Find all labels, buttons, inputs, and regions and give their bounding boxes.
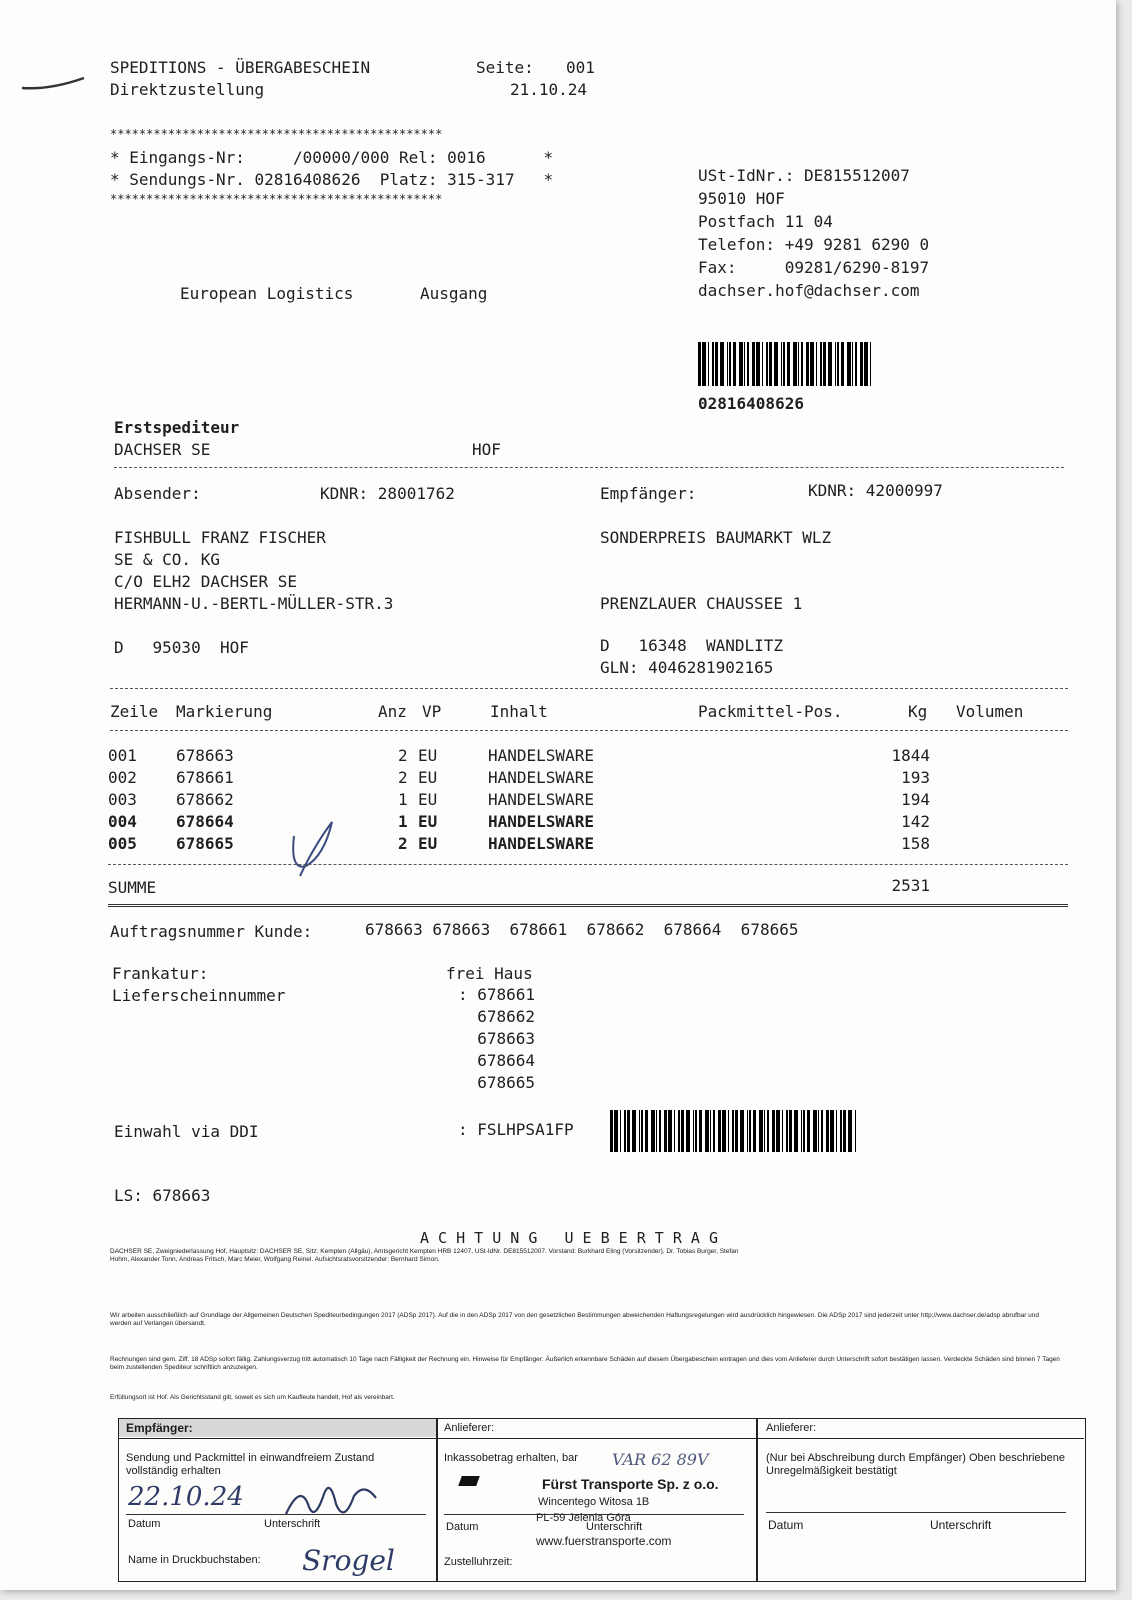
freight-value: frei Haus [446,964,533,983]
ls-number-5: 678665 [458,1073,536,1092]
recipient-name: SONDERPREIS BAUMARKT WLZ [600,528,832,547]
ls-number-4: 678664 [458,1051,536,1070]
col-header-volumen: Volumen [956,702,1024,721]
row-zeile: 004 [108,812,137,831]
shipment-number: * Sendungs-Nr. 02816408626 Platz: 315-317 * [110,170,554,189]
barcode-bar [610,1110,613,1152]
row-anz: 2 [398,768,408,787]
form-col1-sig: Unterschrift [264,1518,321,1530]
barcode-bar [781,342,782,386]
barcode-bar [651,1110,655,1152]
row-kg: 193 [901,768,930,787]
barcode-bar [753,1110,756,1152]
barcode-bar [840,1110,842,1152]
barcode-bar [639,1110,640,1152]
row-vp: EU [418,790,438,809]
form-col1-name: Name in Druckbuchstaben: [128,1554,261,1566]
sender-postal: D 95030 HOF [114,638,249,657]
order-label: Auftragsnummer Kunde: [110,922,313,941]
double-divider [108,904,1068,907]
ls-reference: LS: 678663 [114,1186,211,1205]
barcode-bar [836,1110,837,1152]
irregularity-box [756,1418,1086,1582]
sum-kg: 2531 [891,876,930,895]
vat-id: USt-IdNr.: DE815512007 [698,166,910,185]
row-vp: EU [418,768,438,787]
barcode-bar [783,342,785,386]
ddi-barcode [610,1110,860,1152]
barcode-bar [864,342,868,386]
barcode-bar [772,1110,775,1152]
barcode-bar [841,342,844,386]
pen-stroke [20,74,90,94]
col-header-zeile: Zeile [110,702,159,721]
barcode-bar [729,342,731,386]
row-kg: 1844 [891,746,930,765]
barcode-bar [733,342,736,386]
legal-payment: Rechnungen sind gem. Ziff. 18 ADSp sofort fällig. Zahlungsverzug tritt automatisch 10 Tage nach Fälligkeit der Rechnung ein. Hinweise für Empfänger: Äußerlich erkennbare Schäden auf diesem Übergabeschein eintragen und dies vom Anlieferer durch Unterschrift sofort bestätigen lassen. Verdeckte Schäden sind binnen 7 Tagen beim zustellenden Spediteur schriftlich anzuzeigen. [110,1356,1060,1371]
sender-label: Absender: [114,484,201,503]
form-header-line [118,1438,1084,1439]
shipment-barcode [698,342,878,386]
barcode-bar [759,1110,763,1152]
form-col3-sig: Unterschrift [930,1518,992,1532]
barcode-bar [852,342,853,386]
barcode-bar [678,1110,680,1152]
barcode-bar [624,1110,626,1152]
divider [108,864,1068,865]
page-number: 001 [566,58,595,77]
barcode-bar [828,342,832,386]
freight-label: Frankatur: [112,964,209,983]
barcode-bar [823,342,826,386]
company-phone: Telefon: +49 9281 6290 0 [698,235,930,254]
col-header-inhalt: Inhalt [490,702,548,721]
row-inhalt: HANDELSWARE [488,746,594,765]
barcode-bar [837,342,839,386]
row-kg: 194 [901,790,930,809]
row-anz: 2 [398,834,408,853]
barcode-bar [787,342,790,386]
barcode-bar [681,1110,684,1152]
sum-label: SUMME [108,878,157,897]
barcode-bar [756,342,760,386]
barcode-bar [786,1110,788,1152]
form-col3-date: Datum [768,1518,804,1532]
handwritten-date: 22.10.24 [128,1482,244,1512]
barcode-bar [645,1110,648,1152]
barcode-bar [806,342,809,386]
barcode-bar [776,1110,780,1152]
barcode-bar [762,342,763,386]
stamp-logo-icon [458,1476,480,1486]
row-markierung: 678661 [176,768,234,787]
row-anz: 2 [398,746,408,765]
barcode-bar [693,1110,694,1152]
barcode-bar [732,1110,734,1152]
row-inhalt: HANDELSWARE [488,812,594,831]
company-city: 95010 HOF [698,189,785,208]
barcode-bar [708,342,709,386]
form-col2-sig: Unterschrift [586,1521,643,1533]
barcode-bar [848,1110,852,1152]
sender-kdnr: KDNR: 28001762 [320,484,455,503]
barcode-bar [801,1110,802,1152]
handwritten-signature [280,1474,390,1530]
barcode-bar [747,342,749,386]
form-col1-text: Sendung und Packmittel in einwandfreiem Zustand vollständig erhalten [126,1452,375,1477]
barcode-bar [659,1110,661,1152]
barcode-bar [769,342,772,386]
ddi-label: Einwahl via DDI [114,1122,259,1141]
barcode-bar [855,342,857,386]
barcode-bar [720,342,724,386]
barcode-bar [774,342,778,386]
company-fax: Fax: 09281/6290-8197 [698,258,930,277]
barcode-bar [674,1110,675,1152]
barcode-bar [728,1110,729,1152]
barcode-bar [686,1110,690,1152]
stamp-city: PL-59 Jelenia Góra [536,1512,631,1524]
handwritten-name: Srogel [302,1544,395,1577]
row-markierung: 678665 [176,834,234,853]
row-zeile: 003 [108,790,137,809]
legal-jurisdiction: Erfüllungsort ist Hof. Als Gerichtsstand gilt, soweit es sich um Kaufleute handelt, Hof als vereinbart. [110,1394,395,1401]
row-inhalt: HANDELSWARE [488,768,594,787]
barcode-bar [627,1110,630,1152]
row-markierung: 678664 [176,812,234,831]
ls-number-1: : 678661 [458,985,536,1004]
barcode-bar [818,1110,819,1152]
row-markierung: 678663 [176,746,234,765]
stamp-street: Wincentego Witosa 1B [538,1496,650,1508]
barcode-bar [855,1110,856,1152]
row-anz: 1 [398,790,408,809]
row-vp: EU [418,812,438,831]
form-col1-title: Empfänger: [126,1421,193,1435]
row-zeile: 002 [108,768,137,787]
ls-number-3: 678663 [458,1029,536,1048]
barcode-bar [722,1110,726,1152]
barcode-bar [816,342,817,386]
row-vp: EU [418,746,438,765]
transfer-notice: A C H T U N G U E B E R T R A G [420,1229,719,1247]
page-label: Seite: [476,58,534,77]
barcode-bar [803,1110,805,1152]
barcode-bar [835,342,836,386]
col-header-packmittel: Packmittel-Pos. [698,702,843,721]
row-vp: EU [418,834,438,853]
barcode-bar [830,1110,834,1152]
division-name: European Logistics [180,284,354,303]
row-markierung: 678662 [176,790,234,809]
row-inhalt: HANDELSWARE [488,790,594,809]
barcode-bar [664,1110,667,1152]
row-anz: 1 [398,812,408,831]
barcode-bar [712,342,714,386]
barcode-bar [705,1110,709,1152]
barcode-bar [656,1110,657,1152]
col-header-vp: VP [422,702,442,721]
first-forwarder-label: Erstspediteur [114,418,240,437]
legal-company: DACHSER SE, Zweigniederlassung Hof, Hauptsitz: DACHSER SE, Sitz: Kempten (Allgäu), Amtsgericht Kempten HRB 12407, USt-IdNr. DE815512007. Vorstand: Burkhard Eling (Vorsitzender), Dr. Tobias Burger, Stefan Hohm, Alexander Tonn, Andreas Fritsch, Marc Meier, Wolfgang Reinel. Aufsichtsratsvorsitzender: Bernhard Simon. [110,1248,739,1263]
barcode-bar [860,342,863,386]
row-kg: 142 [901,812,930,831]
document-subtitle: Direktzustellung [110,80,265,99]
barcode-bar [807,1110,810,1152]
barcode-bar [847,342,851,386]
intake-number: * Eingangs-Nr: /00000/000 Rel: 0016 * [110,148,554,167]
stamp-web: www.fuerstransporte.com [536,1534,672,1548]
form-col2-text: Inkassobetrag erhalten, bar [444,1452,578,1464]
recipient-street: PRENZLAUER CHAUSSEE 1 [600,594,803,613]
barcode-bar [632,1110,636,1152]
barcode-bar [715,342,718,386]
barcode-bar [710,1110,711,1152]
row-zeile: 001 [108,746,137,765]
barcode-bar [740,1110,744,1152]
barcode-bar [810,342,814,386]
form-col3-title: Anlieferer: [766,1422,817,1434]
form-col2-time: Zustelluhrzeit: [444,1556,513,1568]
barcode-bar [699,1110,702,1152]
barcode-bar [749,1110,751,1152]
stamp-company: Fürst Transporte Sp. z o.o. [542,1476,719,1492]
divider [114,467,1064,468]
legal-adsp: Wir arbeiten ausschließlich auf Grundlage der Allgemeinen Deutschen Spediteurbedingungen 2017 (ADSp 2017). Auf die in den ADSp 2017 von den gesetzlichen Bestimmungen abweichenden Haftungsregelungen wird ausdrücklich hingewiesen. Die ADSp 2017 sind jederzeit unter http://www.dachser.de/adsp abrufbar und werden auf Verlangen übersandt. [110,1312,1040,1327]
barcode-bar [826,1110,829,1152]
sender-line-1: FISHBULL FRANZ FISCHER [114,528,326,547]
barcode-bar [794,1110,798,1152]
stars-top: ********************************************** [110,127,443,141]
sender-line-2: SE & CO. KG [114,550,220,569]
barcode-bar [727,342,728,386]
company-pobox: Postfach 11 04 [698,212,833,231]
document-date: 21.10.24 [510,80,588,99]
recipient-postal: D 16348 WANDLITZ [600,636,784,655]
row-zeile: 005 [108,834,137,853]
barcode-bar [744,342,745,386]
stars-bottom: ********************************************** [110,192,443,206]
barcode-bar [798,342,799,386]
recipient-gln: GLN: 4046281902165 [600,658,774,677]
barcode-bar [789,1110,792,1152]
barcode-bar [767,1110,769,1152]
barcode-text: 02816408626 [698,394,804,413]
barcode-bar [793,342,797,386]
form-col1-date: Datum [128,1518,161,1530]
recipient-kdnr: KDNR: 42000997 [808,481,943,500]
col-header-markierung: Markierung [176,702,273,721]
barcode-bar [614,1110,618,1152]
sender-line-3: C/O ELH2 DACHSER SE [114,572,298,591]
barcode-bar [735,1110,738,1152]
first-forwarder-city: HOF [472,440,501,459]
sender-line-4: HERMANN-U.-BERTL-MÜLLER-STR.3 [114,594,394,613]
barcode-bar [739,342,743,386]
barcode-bar [752,342,755,386]
barcode-bar [821,1110,823,1152]
ls-label: Lieferscheinnummer [112,986,286,1005]
barcode-bar [764,1110,765,1152]
barcode-bar [747,1110,748,1152]
document-title: SPEDITIONS - ÜBERGABESCHEIN [110,58,371,77]
row-inhalt: HANDELSWARE [488,834,594,853]
barcode-bar [641,1110,643,1152]
col-header-kg: Kg [908,702,928,721]
recipient-label: Empfänger: [600,484,697,503]
first-forwarder-name: DACHSER SE [114,440,211,459]
divider [110,688,1068,689]
barcode-bar [843,1110,846,1152]
barcode-bar [813,1110,817,1152]
barcode-bar [820,342,822,386]
barcode-bar [702,342,706,386]
handwritten-plate: VAR 62 89V [612,1450,709,1469]
barcode-bar [870,342,871,386]
barcode-bar [801,342,803,386]
barcode-bar [695,1110,697,1152]
row-kg: 158 [901,834,930,853]
barcode-bar [782,1110,783,1152]
order-numbers: 678663 678663 678661 678662 678664 678665 [365,920,799,939]
form-col3-text: (Nur bei Abschreibung durch Empfänger) Oben beschriebene Unregelmäßigkeit bestätigt [766,1452,1066,1477]
sig-line [766,1512,1066,1513]
division-direction: Ausgang [420,284,488,303]
divider [110,730,1068,731]
check-scribble [284,816,344,886]
barcode-bar [718,1110,721,1152]
barcode-bar [766,342,768,386]
barcode-bar [698,342,701,386]
barcode-bar [713,1110,715,1152]
ddi-value: : FSLHPSA1FP [458,1120,574,1139]
col-header-anz: Anz [378,702,407,721]
company-email: dachser.hof@dachser.com [698,281,920,300]
ls-number-2: 678662 [458,1007,536,1026]
form-col2-title: Anlieferer: [444,1422,495,1434]
form-col2-date: Datum [446,1521,479,1533]
barcode-bar [620,1110,621,1152]
barcode-bar [668,1110,672,1152]
